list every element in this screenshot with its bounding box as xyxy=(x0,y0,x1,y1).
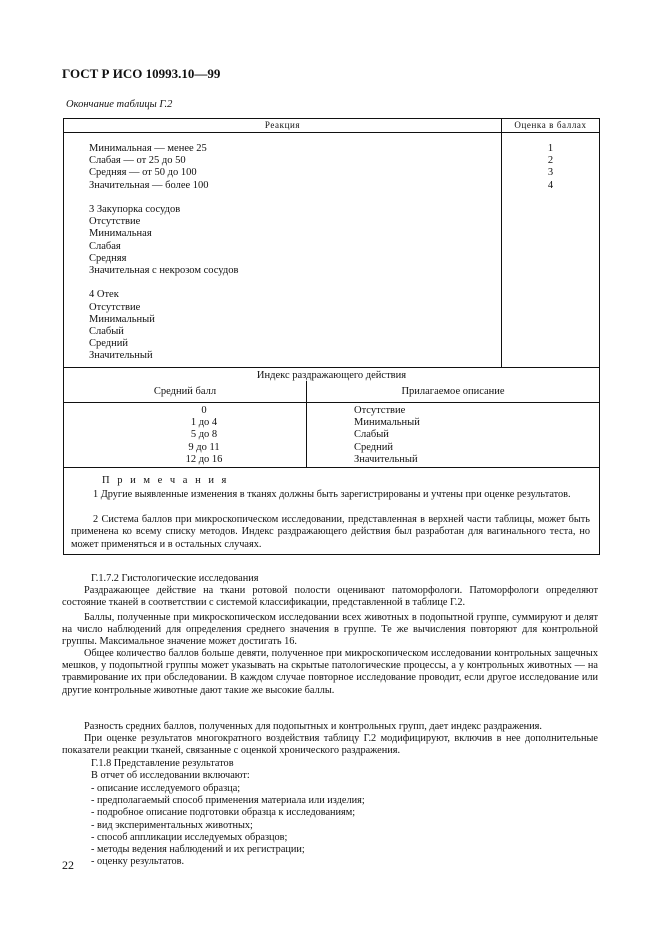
list-item: - предполагаемый способ применения материала или изделия; xyxy=(91,795,365,807)
header-divider xyxy=(64,132,599,133)
reaction-line: Минимальная xyxy=(89,228,152,240)
index-title: Индекс раздражающего действия xyxy=(256,370,407,381)
note-1: 1 Другие выявленные изменения в тканях должны быть зарегистрированы и учтены при оценке результатов. xyxy=(93,489,571,500)
index-column-header-score: Средний балл xyxy=(153,386,217,397)
notes-divider xyxy=(64,467,599,468)
reaction-line: Отсутствие xyxy=(89,301,141,313)
index-description-list xyxy=(354,405,420,466)
reaction-line: Средний xyxy=(89,338,128,350)
score-value: 2 xyxy=(547,155,554,167)
paragraph-4: Разность средних баллов, полученных для подопытных и контрольных групп, дает индекс раздражения. xyxy=(84,721,542,732)
reaction-list xyxy=(89,143,238,363)
reaction-line: Значительная — более 100 xyxy=(89,179,209,191)
index-header-divider xyxy=(64,402,599,403)
reaction-line: Слабая — от 25 до 50 xyxy=(89,155,186,167)
index-description: Средний xyxy=(354,441,393,453)
table-caption: Окончание таблицы Г.2 xyxy=(66,99,173,110)
paragraph-3: Общее количество баллов больше девяти, полученное при микроскопическом исследовании контрольных защечных мешков, у подопытной группы может указывать на скрытые патологические процессы, а у контрольных животных — на травмирование их при обследовании. В каждом случае повторное исследование проводит, если другое исследование или другие контрольные животные дают такие же высокие баллы. xyxy=(62,648,598,696)
column-header-reaction: Реакция xyxy=(264,120,301,130)
reaction-line: 4 Отек xyxy=(89,289,119,301)
list-item: - оценку результатов. xyxy=(91,856,185,868)
index-score-list xyxy=(64,405,344,466)
index-score: 1 до 4 xyxy=(190,417,218,429)
score-value: 3 xyxy=(547,167,554,179)
reaction-line: Отсутствие xyxy=(89,216,141,228)
paragraph-2: Баллы, полученные при микроскопическом исследовании всех животных в подопытной группе, суммируют и делят на число наблюдений для определения среднего значения в группе. Те же вычисления повторяют для контрольной группы. Максимальное значение может достигать 16. xyxy=(62,612,598,648)
document-code: ГОСТ Р ИСО 10993.10—99 xyxy=(62,66,221,81)
column-header-score: Оценка в баллах xyxy=(514,120,587,130)
reaction-line: Минимальный xyxy=(89,313,155,325)
paragraph-1: Раздражающее действие на ткани ротовой полости оценивают патоморфологи. Патоморфологи определяют состояние тканей в соответствии с системой классификации, представленной в таблице Г.2. xyxy=(62,585,598,609)
reaction-line: Минимальная — менее 25 xyxy=(89,143,207,154)
table-g2-continuation xyxy=(63,118,600,555)
list-item: - методы ведения наблюдений и их регистрации; xyxy=(91,844,305,856)
spacer xyxy=(89,277,238,289)
spacer xyxy=(89,192,238,204)
reaction-line: Средняя xyxy=(89,252,127,264)
report-contents-list xyxy=(91,783,365,868)
index-score: 5 до 8 xyxy=(190,429,218,441)
list-item: - способ аппликации исследуемых образцов; xyxy=(91,831,288,843)
reaction-line: Слабая xyxy=(89,240,121,252)
list-item: - вид экспериментальных животных; xyxy=(91,819,253,831)
reaction-line: Значительный xyxy=(89,350,153,362)
index-description: Отсутствие xyxy=(354,405,406,416)
section-heading-histology: Г.1.7.2 Гистологические исследования xyxy=(91,573,259,584)
index-section-divider xyxy=(64,367,599,368)
notes-title: П р и м е ч а н и я xyxy=(102,475,229,486)
section-heading-results: Г.1.8 Представление результатов xyxy=(91,758,234,769)
score-value: 4 xyxy=(547,179,554,191)
reaction-line: Слабый xyxy=(89,326,124,338)
index-score: 12 до 16 xyxy=(185,453,223,465)
reaction-line: 3 Закупорка сосудов xyxy=(89,204,181,215)
page-number: 22 xyxy=(62,858,74,872)
score-value: 1 xyxy=(547,143,554,154)
reaction-line: Значительная с некрозом сосудов xyxy=(89,265,239,277)
index-score: 9 до 11 xyxy=(188,441,220,453)
index-description: Слабый xyxy=(354,429,389,441)
note-2: 2 Система баллов при микроскопическом исследовании, представленная в верхней части таблицы, может быть применена ко всему списку методов. Индекс раздражающего действия был разработан для вагинального теста, но может применяться и в остальных случаях. xyxy=(71,514,590,550)
index-description: Значительный xyxy=(354,453,418,465)
report-list-intro: В отчет об исследовании включают: xyxy=(91,770,250,781)
list-item: - описание исследуемого образца; xyxy=(91,783,241,794)
list-item: - подробное описание подготовки образца к исследованиям; xyxy=(91,807,356,819)
score-list xyxy=(502,143,599,192)
index-description: Минимальный xyxy=(354,417,420,429)
paragraph-5: При оценке результатов многократного воздействия таблицу Г.2 модифицируют, включив в нее дополнительные показатели реакции тканей, связанные с оценкой хронического раздражения. xyxy=(62,733,598,757)
reaction-line: Средняя — от 50 до 100 xyxy=(89,167,197,179)
index-column-header-description: Прилагаемое описание xyxy=(401,386,505,397)
index-score: 0 xyxy=(201,405,207,416)
